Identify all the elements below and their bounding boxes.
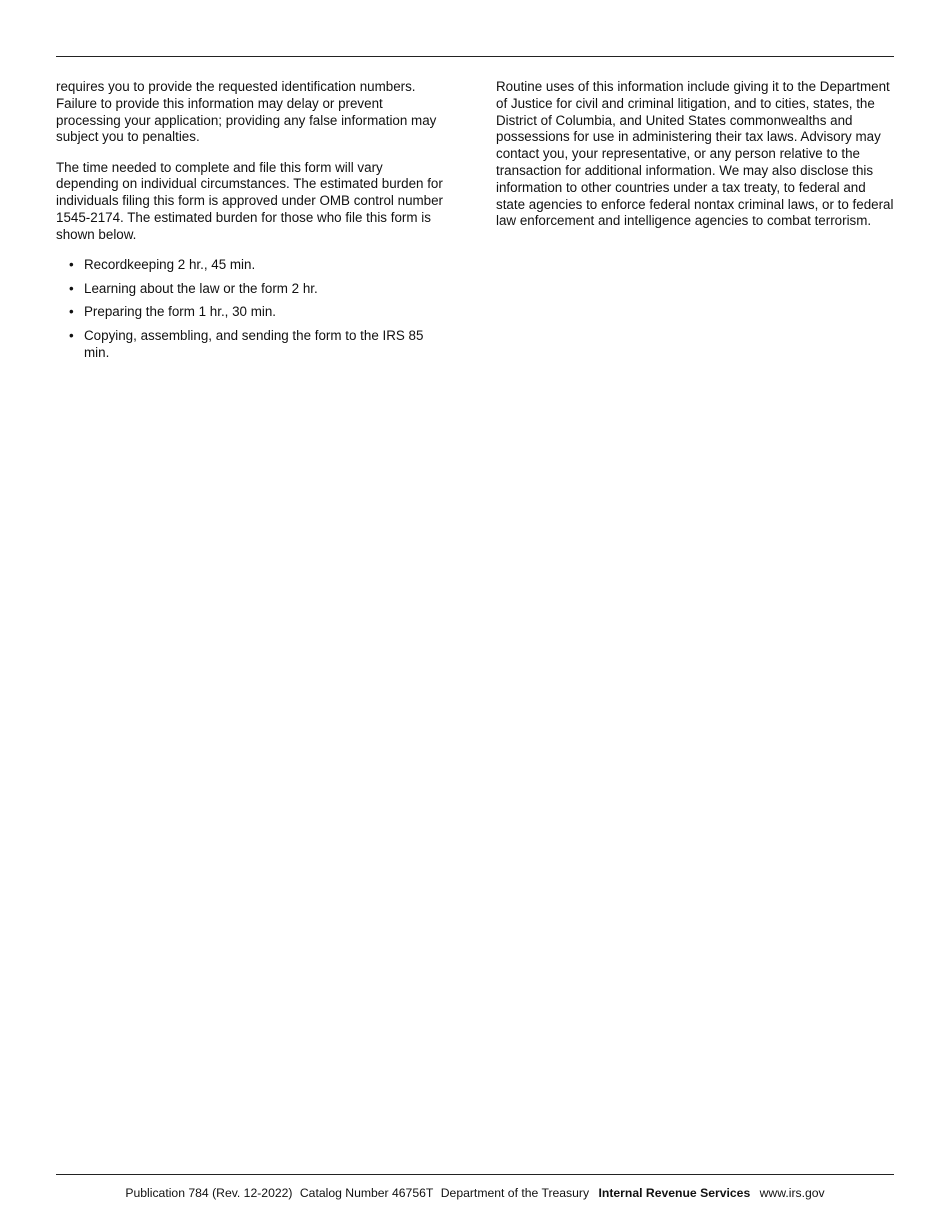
- bullet-icon: •: [69, 257, 74, 273]
- list-item-text: Recordkeeping 2 hr., 45 min.: [84, 257, 256, 273]
- footer-department: Department of the Treasury: [440, 1186, 590, 1200]
- list-item: [56, 328, 448, 362]
- list-item-text: Preparing the form 1 hr., 30 min.: [84, 304, 277, 320]
- bullet-icon: •: [69, 304, 74, 320]
- left-column: [56, 79, 448, 368]
- left-paragraph-burden: The time needed to complete and file this form will vary depending on individual circumstances. The estimated burden for individuals filing this form is approved under OMB control number 1545-2174. The estimated burden for those who file this form is shown below.: [56, 159, 444, 242]
- footer-catalog: Catalog Number 46756T: [299, 1186, 434, 1200]
- right-paragraph-routine-uses: Routine uses of this information include giving it to the Department of Justice for civil and criminal litigation, and to cities, states, the District of Columbia, and United States commonwealths and possessions for use in administering their tax laws. Advisory may contact you, your representative, or any person relative to the transaction for additional information. We may also disclose this information to other countries under a tax treaty, to federal and state agencies to enforce federal nontax criminal laws, or to federal law enforcement and intelligence agencies to combat terrorism.: [496, 79, 894, 229]
- list-item-text: Copying, assembling, and sending the form to the IRS 85 min.: [84, 327, 424, 360]
- bullet-icon: •: [69, 280, 74, 296]
- list-item-text: Learning about the law or the form 2 hr.: [84, 280, 318, 296]
- footer-agency: Internal Revenue Services: [598, 1186, 751, 1200]
- list-item: [56, 281, 448, 298]
- bottom-divider: [56, 1174, 894, 1175]
- footer-publication: Publication 784 (Rev. 12-2022): [125, 1186, 293, 1200]
- list-item: [56, 257, 448, 274]
- top-divider: [56, 56, 894, 57]
- bullet-icon: •: [69, 327, 74, 343]
- footer-website: www.irs.gov: [759, 1186, 825, 1200]
- left-paragraph-penalties: requires you to provide the requested identification numbers. Failure to provide this information may delay or prevent processing your application; providing any false information may subject you to penalties.: [56, 79, 437, 145]
- right-column: [496, 79, 894, 244]
- list-item: [56, 304, 448, 321]
- burden-bullet-list: [56, 257, 448, 361]
- page-footer: [0, 1186, 950, 1200]
